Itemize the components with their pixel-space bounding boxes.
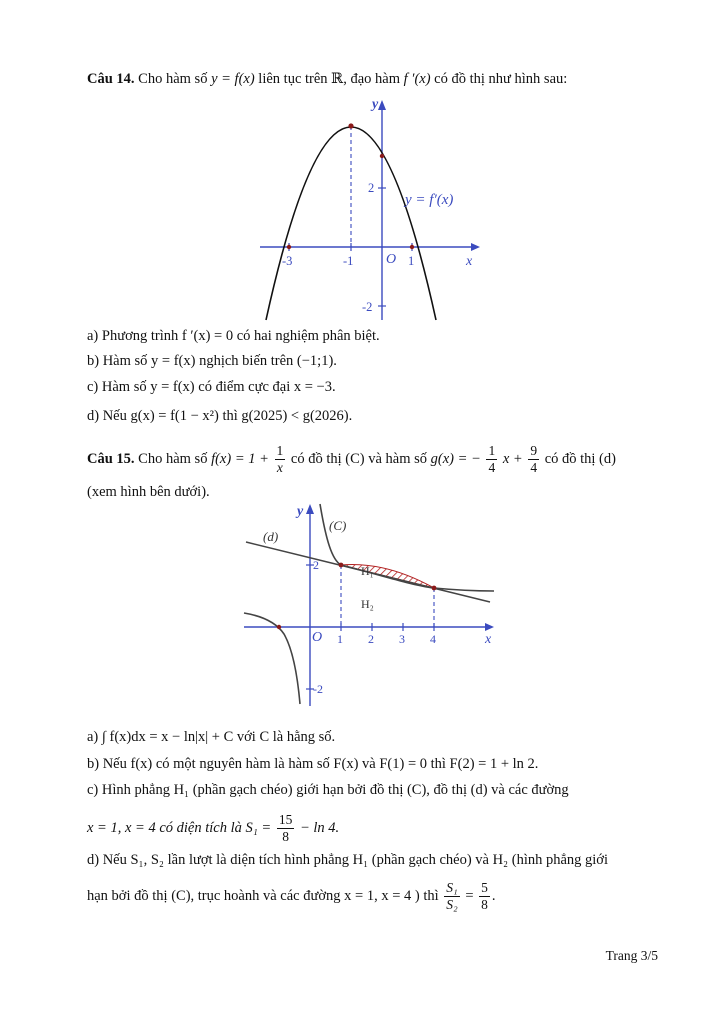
q14-stem-fprime: f ′(x) [403, 71, 431, 87]
q15-stem-line2: (xem hình bên dưới). [87, 484, 210, 500]
q15-option-d-line1: d) Nếu S₁, S₂ lần lượt là diện tích hình phẳng H₁ (phần gạch chéo) và H₂ (hình phẳng giới [87, 852, 609, 868]
q15-x-arrow [485, 623, 494, 631]
q14-tick-neg3: -3 [282, 254, 293, 268]
q15-label-h2: H₂ [361, 597, 374, 611]
q15-graph [240, 498, 498, 708]
q15-y-label: y [297, 504, 304, 519]
q15-tick-4: 4 [430, 632, 436, 646]
q15-d-fraction2: $\frac{5}{8}$ [481, 880, 488, 912]
q15-tick-3: 3 [399, 632, 405, 646]
q15-g-expr: g(x) = − [430, 450, 481, 467]
q14-y-intercept [380, 154, 384, 158]
q14-curve-label: y = f′(x) [405, 192, 454, 208]
q15-stem [87, 443, 660, 476]
q15-stem-part2: có đồ thị (C) và hàm số [290, 450, 428, 467]
q15-g-fraction1: $\frac{1}{4}$ [488, 443, 496, 475]
q14-option-b: b) Hàm số y = f(x) nghịch biến trên (−1;1). [87, 353, 337, 369]
q15-c-fraction: $\frac{15}{8}$ [278, 812, 293, 844]
q14-option-d: d) Nếu g(x) = f(1 − x²) thì g(2025) < g(2026). [87, 408, 353, 424]
q15-option-a: a) ∫ f(x)dx = x − ln|x| + C với C là hằng số. [87, 729, 336, 745]
q14-tick-neg2: -2 [362, 300, 373, 314]
q15-label: Câu 15. [87, 450, 135, 467]
q15-tick-2: 2 [368, 632, 374, 646]
q14-tick-2: 2 [368, 181, 375, 195]
q15-option-c-line2 [87, 812, 660, 845]
q15-label-c: (C) [329, 518, 347, 533]
q15-c-expr: x = 1, x = 4 có diện tích là S₁ = [87, 819, 272, 836]
q14-y-arrow [378, 100, 386, 110]
q15-option-c-line1: c) Hình phẳng H₁ (phần gạch chéo) giới hạn bởi đồ thị (C), đồ thị (d) và các đường [87, 782, 569, 798]
q14-tick-1: 1 [408, 254, 415, 268]
q14-option-c: c) Hàm số y = f(x) có điểm cực đại x = −3. [87, 379, 336, 395]
q15-tick-yneg2: -2 [313, 682, 323, 696]
q15-point-root [277, 625, 281, 629]
q15-tick-y2: 2 [313, 558, 319, 572]
q15-d-fraction1: $\frac{\text{S₁}}{\text{S₂}}$ [446, 880, 458, 912]
q15-y-arrow [306, 504, 314, 514]
q15-tick-1: 1 [337, 632, 343, 646]
q15-g-mid: x + [502, 450, 523, 467]
q15-origin-label: O [312, 630, 323, 645]
q14-stem-part1: Cho hàm số [138, 71, 208, 87]
q15-d-text: hạn bởi đồ thị (C), trục hoành và các đường x = 1, x = 4 ) thì [87, 887, 439, 904]
q15-c-tail: − ln 4. [299, 819, 340, 836]
q14-stem-part3: có đồ thị như hình sau: [434, 71, 568, 87]
q15-option-b: b) Nếu f(x) có một nguyên hàm là hàm số F(x) và F(1) = 0 thì F(2) = 1 + ln 2. [87, 756, 539, 772]
q14-tick-neg1: -1 [343, 254, 354, 268]
q15-f-fraction: $\frac{1}{x}$ [276, 443, 284, 475]
q14-x-arrow [471, 243, 480, 251]
q14-stem-part2: liên tục trên ℝ, đạo hàm [258, 71, 400, 87]
q14-stem-f: y = f(x) [211, 71, 255, 87]
q15-option-d-line2 [87, 880, 660, 913]
q14-graph [258, 94, 484, 322]
q14-stem [87, 69, 660, 89]
q15-d-eq: = [465, 887, 474, 904]
q15-stem-part1: Cho hàm số [138, 450, 208, 467]
q15-label-d: (d) [263, 529, 279, 544]
q15-point-x1 [339, 563, 344, 568]
q15-g-fraction2: $\frac{9}{4}$ [530, 443, 538, 475]
q14-y-label: y [372, 97, 379, 112]
q15-point-x4 [432, 586, 437, 591]
q14-x-label: x [466, 254, 473, 269]
q14-origin-label: O [386, 252, 397, 267]
q15-f-expr: f(x) = 1 + [211, 450, 269, 467]
q14-vertex-point [348, 123, 353, 128]
q15-x-label: x [485, 632, 492, 647]
q14-option-a: a) Phương trình f ′(x) = 0 có hai nghiệm phân biệt. [87, 328, 380, 344]
q14-label: Câu 14. [87, 71, 135, 87]
q15-stem-part3: có đồ thị (d) [544, 450, 616, 467]
q15-d-end: . [491, 887, 496, 904]
q14-root-left [287, 245, 291, 249]
q14-root-right [410, 245, 414, 249]
q15-label-h1: H₁ [361, 564, 374, 578]
page-footer: Trang 3/5 [605, 948, 658, 963]
